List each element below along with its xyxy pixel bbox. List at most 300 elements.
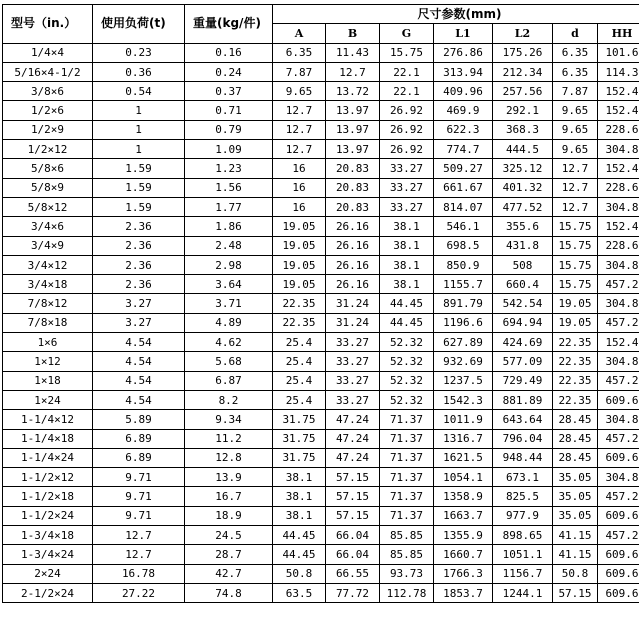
- cell-load: 4.54: [93, 371, 185, 390]
- cell-b: 57.15: [326, 506, 380, 525]
- table-row: [3, 390, 639, 409]
- cell-l2: 368.3: [493, 120, 553, 139]
- cell-d: 22.35: [553, 371, 598, 390]
- cell-d: 19.05: [553, 313, 598, 332]
- cell-g: 85.85: [380, 526, 434, 545]
- cell-weight: 1.23: [185, 159, 273, 178]
- cell-l2: 257.56: [493, 82, 553, 101]
- cell-g: 71.37: [380, 506, 434, 525]
- cell-a: 31.75: [273, 448, 326, 467]
- cell-load: 4.54: [93, 352, 185, 371]
- cell-d: 22.35: [553, 333, 598, 352]
- cell-load: 2.36: [93, 275, 185, 294]
- cell-weight: 2.48: [185, 236, 273, 255]
- cell-model: 1×6: [3, 333, 93, 352]
- cell-hh: 609.6: [598, 583, 639, 602]
- cell-a: 7.87: [273, 62, 326, 81]
- cell-load: 0.23: [93, 43, 185, 62]
- cell-b: 33.27: [326, 333, 380, 352]
- cell-weight: 2.98: [185, 255, 273, 274]
- cell-g: 33.27: [380, 197, 434, 216]
- cell-load: 9.71: [93, 487, 185, 506]
- cell-load: 1: [93, 120, 185, 139]
- cell-weight: 18.9: [185, 506, 273, 525]
- cell-a: 12.7: [273, 140, 326, 159]
- cell-model: 1-1/2×18: [3, 487, 93, 506]
- cell-l1: 313.94: [434, 62, 493, 81]
- cell-l2: 825.5: [493, 487, 553, 506]
- table-row: [3, 197, 639, 216]
- cell-hh: 457.2: [598, 429, 639, 448]
- cell-l2: 292.1: [493, 101, 553, 120]
- cell-model: 1/2×12: [3, 140, 93, 159]
- cell-l2: 881.89: [493, 390, 553, 409]
- cell-weight: 0.24: [185, 62, 273, 81]
- cell-hh: 457.2: [598, 487, 639, 506]
- cell-l1: 1663.7: [434, 506, 493, 525]
- cell-a: 22.35: [273, 313, 326, 332]
- cell-load: 5.89: [93, 410, 185, 429]
- cell-hh: 228.6: [598, 120, 639, 139]
- header-col-g: G: [380, 24, 434, 43]
- cell-g: 52.32: [380, 333, 434, 352]
- spec-table-container: [2, 4, 639, 603]
- cell-l1: 1853.7: [434, 583, 493, 602]
- cell-d: 15.75: [553, 236, 598, 255]
- cell-weight: 42.7: [185, 564, 273, 583]
- cell-l1: 891.79: [434, 294, 493, 313]
- cell-a: 22.35: [273, 294, 326, 313]
- cell-l1: 661.67: [434, 178, 493, 197]
- cell-b: 33.27: [326, 390, 380, 409]
- cell-weight: 12.8: [185, 448, 273, 467]
- cell-weight: 1.56: [185, 178, 273, 197]
- cell-l2: 175.26: [493, 43, 553, 62]
- cell-l1: 1542.3: [434, 390, 493, 409]
- cell-b: 26.16: [326, 217, 380, 236]
- table-row: [3, 448, 639, 467]
- cell-model: 1-3/4×24: [3, 545, 93, 564]
- cell-l1: 1621.5: [434, 448, 493, 467]
- cell-b: 31.24: [326, 294, 380, 313]
- cell-weight: 16.7: [185, 487, 273, 506]
- cell-model: 1-1/4×24: [3, 448, 93, 467]
- cell-l1: 1011.9: [434, 410, 493, 429]
- cell-b: 11.43: [326, 43, 380, 62]
- cell-b: 12.7: [326, 62, 380, 81]
- cell-b: 20.83: [326, 178, 380, 197]
- cell-weight: 6.87: [185, 371, 273, 390]
- cell-l2: 355.6: [493, 217, 553, 236]
- cell-hh: 609.6: [598, 564, 639, 583]
- cell-load: 1: [93, 101, 185, 120]
- cell-b: 13.97: [326, 140, 380, 159]
- cell-l1: 698.5: [434, 236, 493, 255]
- cell-l1: 1660.7: [434, 545, 493, 564]
- cell-model: 5/16×4-1/2: [3, 62, 93, 81]
- cell-l1: 850.9: [434, 255, 493, 274]
- cell-a: 38.1: [273, 506, 326, 525]
- cell-g: 112.78: [380, 583, 434, 602]
- table-row: [3, 583, 639, 602]
- cell-l2: 660.4: [493, 275, 553, 294]
- cell-g: 52.32: [380, 390, 434, 409]
- spec-table: [2, 4, 639, 603]
- cell-l2: 444.5: [493, 140, 553, 159]
- cell-model: 5/8×9: [3, 178, 93, 197]
- cell-l2: 729.49: [493, 371, 553, 390]
- table-body: [3, 43, 639, 603]
- cell-hh: 609.6: [598, 390, 639, 409]
- cell-weight: 3.64: [185, 275, 273, 294]
- cell-model: 5/8×12: [3, 197, 93, 216]
- cell-l1: 1054.1: [434, 468, 493, 487]
- cell-a: 12.7: [273, 120, 326, 139]
- cell-weight: 0.71: [185, 101, 273, 120]
- cell-d: 9.65: [553, 101, 598, 120]
- cell-l2: 577.09: [493, 352, 553, 371]
- cell-hh: 152.4: [598, 217, 639, 236]
- table-row: [3, 333, 639, 352]
- cell-load: 3.27: [93, 313, 185, 332]
- cell-l1: 627.89: [434, 333, 493, 352]
- cell-b: 33.27: [326, 371, 380, 390]
- cell-a: 31.75: [273, 410, 326, 429]
- cell-a: 19.05: [273, 275, 326, 294]
- header-weight: 重量(kg/件): [185, 5, 273, 44]
- cell-model: 3/4×6: [3, 217, 93, 236]
- header-row-1: [3, 5, 639, 24]
- cell-hh: 304.8: [598, 352, 639, 371]
- cell-weight: 9.34: [185, 410, 273, 429]
- cell-weight: 4.62: [185, 333, 273, 352]
- cell-hh: 304.8: [598, 255, 639, 274]
- cell-hh: 609.6: [598, 506, 639, 525]
- cell-weight: 11.2: [185, 429, 273, 448]
- table-row: [3, 62, 639, 81]
- cell-g: 22.1: [380, 62, 434, 81]
- table-row: [3, 294, 639, 313]
- header-dimensions: 尺寸参数(mm): [273, 5, 639, 24]
- cell-b: 20.83: [326, 159, 380, 178]
- cell-l2: 508: [493, 255, 553, 274]
- cell-hh: 114.3: [598, 62, 639, 81]
- cell-weight: 0.79: [185, 120, 273, 139]
- cell-model: 7/8×18: [3, 313, 93, 332]
- cell-model: 3/4×18: [3, 275, 93, 294]
- cell-weight: 8.2: [185, 390, 273, 409]
- cell-load: 2.36: [93, 255, 185, 274]
- table-row: [3, 101, 639, 120]
- cell-l2: 673.1: [493, 468, 553, 487]
- cell-g: 52.32: [380, 371, 434, 390]
- table-row: [3, 352, 639, 371]
- cell-a: 19.05: [273, 236, 326, 255]
- cell-model: 3/4×12: [3, 255, 93, 274]
- table-row: [3, 255, 639, 274]
- table-row: [3, 487, 639, 506]
- cell-load: 9.71: [93, 506, 185, 525]
- cell-l2: 542.54: [493, 294, 553, 313]
- cell-l1: 509.27: [434, 159, 493, 178]
- cell-l1: 1766.3: [434, 564, 493, 583]
- cell-d: 50.8: [553, 564, 598, 583]
- cell-model: 1×12: [3, 352, 93, 371]
- cell-load: 9.71: [93, 468, 185, 487]
- cell-l2: 948.44: [493, 448, 553, 467]
- cell-l1: 1155.7: [434, 275, 493, 294]
- table-row: [3, 217, 639, 236]
- cell-d: 12.7: [553, 159, 598, 178]
- cell-a: 38.1: [273, 487, 326, 506]
- cell-hh: 609.6: [598, 545, 639, 564]
- cell-g: 26.92: [380, 140, 434, 159]
- cell-a: 25.4: [273, 352, 326, 371]
- cell-weight: 1.77: [185, 197, 273, 216]
- cell-b: 26.16: [326, 255, 380, 274]
- table-header: [3, 5, 639, 44]
- cell-load: 12.7: [93, 526, 185, 545]
- cell-hh: 228.6: [598, 236, 639, 255]
- cell-hh: 304.8: [598, 197, 639, 216]
- cell-l1: 409.96: [434, 82, 493, 101]
- cell-l2: 643.64: [493, 410, 553, 429]
- cell-g: 44.45: [380, 313, 434, 332]
- cell-d: 12.7: [553, 178, 598, 197]
- cell-load: 2.36: [93, 217, 185, 236]
- cell-hh: 457.2: [598, 275, 639, 294]
- cell-g: 38.1: [380, 255, 434, 274]
- cell-l2: 694.94: [493, 313, 553, 332]
- cell-g: 26.92: [380, 101, 434, 120]
- cell-model: 5/8×6: [3, 159, 93, 178]
- cell-model: 3/8×6: [3, 82, 93, 101]
- cell-hh: 152.4: [598, 159, 639, 178]
- cell-d: 28.45: [553, 410, 598, 429]
- header-col-l2: L2: [493, 24, 553, 43]
- cell-l1: 1196.6: [434, 313, 493, 332]
- cell-hh: 152.4: [598, 101, 639, 120]
- cell-d: 15.75: [553, 275, 598, 294]
- cell-l2: 1156.7: [493, 564, 553, 583]
- cell-l1: 622.3: [434, 120, 493, 139]
- cell-l2: 477.52: [493, 197, 553, 216]
- cell-a: 16: [273, 197, 326, 216]
- cell-g: 38.1: [380, 236, 434, 255]
- cell-weight: 24.5: [185, 526, 273, 545]
- cell-model: 1/4×4: [3, 43, 93, 62]
- cell-load: 0.36: [93, 62, 185, 81]
- cell-load: 12.7: [93, 545, 185, 564]
- cell-weight: 1.09: [185, 140, 273, 159]
- cell-load: 0.54: [93, 82, 185, 101]
- cell-g: 71.37: [380, 429, 434, 448]
- cell-a: 19.05: [273, 255, 326, 274]
- cell-weight: 28.7: [185, 545, 273, 564]
- cell-hh: 457.2: [598, 371, 639, 390]
- cell-b: 47.24: [326, 410, 380, 429]
- header-col-d: d: [553, 24, 598, 43]
- cell-weight: 5.68: [185, 352, 273, 371]
- cell-load: 6.89: [93, 448, 185, 467]
- cell-b: 66.55: [326, 564, 380, 583]
- cell-d: 35.05: [553, 468, 598, 487]
- cell-d: 6.35: [553, 62, 598, 81]
- cell-g: 71.37: [380, 410, 434, 429]
- table-row: [3, 120, 639, 139]
- table-row: [3, 429, 639, 448]
- cell-l2: 1051.1: [493, 545, 553, 564]
- cell-l2: 401.32: [493, 178, 553, 197]
- cell-b: 57.15: [326, 468, 380, 487]
- cell-g: 33.27: [380, 159, 434, 178]
- cell-model: 1×24: [3, 390, 93, 409]
- cell-b: 31.24: [326, 313, 380, 332]
- cell-b: 33.27: [326, 352, 380, 371]
- cell-hh: 304.8: [598, 468, 639, 487]
- cell-d: 41.15: [553, 526, 598, 545]
- cell-d: 6.35: [553, 43, 598, 62]
- cell-l2: 796.04: [493, 429, 553, 448]
- cell-a: 25.4: [273, 333, 326, 352]
- cell-hh: 457.2: [598, 526, 639, 545]
- cell-l2: 977.9: [493, 506, 553, 525]
- cell-a: 16: [273, 178, 326, 197]
- cell-load: 3.27: [93, 294, 185, 313]
- table-row: [3, 506, 639, 525]
- cell-g: 22.1: [380, 82, 434, 101]
- cell-weight: 0.37: [185, 82, 273, 101]
- cell-model: 1×18: [3, 371, 93, 390]
- cell-load: 16.78: [93, 564, 185, 583]
- cell-l1: 276.86: [434, 43, 493, 62]
- table-row: [3, 371, 639, 390]
- cell-d: 15.75: [553, 217, 598, 236]
- cell-hh: 101.6: [598, 43, 639, 62]
- cell-hh: 304.8: [598, 410, 639, 429]
- cell-hh: 152.4: [598, 82, 639, 101]
- cell-l2: 898.65: [493, 526, 553, 545]
- cell-weight: 74.8: [185, 583, 273, 602]
- cell-b: 20.83: [326, 197, 380, 216]
- cell-load: 1: [93, 140, 185, 159]
- cell-a: 50.8: [273, 564, 326, 583]
- cell-d: 22.35: [553, 390, 598, 409]
- cell-a: 12.7: [273, 101, 326, 120]
- cell-model: 1-1/2×12: [3, 468, 93, 487]
- cell-a: 31.75: [273, 429, 326, 448]
- cell-load: 2.36: [93, 236, 185, 255]
- table-row: [3, 526, 639, 545]
- cell-hh: 457.2: [598, 313, 639, 332]
- header-model: 型号（in.）: [3, 5, 93, 44]
- table-row: [3, 140, 639, 159]
- cell-hh: 304.8: [598, 140, 639, 159]
- cell-model: 1-1/4×12: [3, 410, 93, 429]
- cell-load: 4.54: [93, 390, 185, 409]
- cell-d: 12.7: [553, 197, 598, 216]
- cell-a: 16: [273, 159, 326, 178]
- table-row: [3, 410, 639, 429]
- cell-weight: 3.71: [185, 294, 273, 313]
- cell-d: 19.05: [553, 294, 598, 313]
- cell-l2: 325.12: [493, 159, 553, 178]
- cell-d: 41.15: [553, 545, 598, 564]
- cell-d: 22.35: [553, 352, 598, 371]
- cell-b: 66.04: [326, 545, 380, 564]
- cell-g: 93.73: [380, 564, 434, 583]
- table-row: [3, 275, 639, 294]
- cell-g: 15.75: [380, 43, 434, 62]
- cell-weight: 0.16: [185, 43, 273, 62]
- cell-a: 25.4: [273, 390, 326, 409]
- cell-model: 2×24: [3, 564, 93, 583]
- cell-g: 71.37: [380, 448, 434, 467]
- cell-b: 13.97: [326, 120, 380, 139]
- table-row: [3, 43, 639, 62]
- cell-l1: 814.07: [434, 197, 493, 216]
- cell-weight: 13.9: [185, 468, 273, 487]
- table-row: [3, 178, 639, 197]
- cell-d: 28.45: [553, 448, 598, 467]
- cell-model: 7/8×12: [3, 294, 93, 313]
- cell-hh: 609.6: [598, 448, 639, 467]
- cell-g: 26.92: [380, 120, 434, 139]
- cell-d: 35.05: [553, 487, 598, 506]
- cell-b: 77.72: [326, 583, 380, 602]
- table-row: [3, 159, 639, 178]
- cell-load: 6.89: [93, 429, 185, 448]
- cell-load: 1.59: [93, 197, 185, 216]
- cell-g: 71.37: [380, 487, 434, 506]
- header-col-b: B: [326, 24, 380, 43]
- cell-g: 44.45: [380, 294, 434, 313]
- cell-l1: 932.69: [434, 352, 493, 371]
- cell-a: 25.4: [273, 371, 326, 390]
- cell-weight: 1.86: [185, 217, 273, 236]
- cell-l2: 431.8: [493, 236, 553, 255]
- cell-b: 26.16: [326, 275, 380, 294]
- cell-d: 28.45: [553, 429, 598, 448]
- cell-l2: 1244.1: [493, 583, 553, 602]
- cell-l1: 1355.9: [434, 526, 493, 545]
- cell-d: 9.65: [553, 140, 598, 159]
- cell-model: 1/2×9: [3, 120, 93, 139]
- table-row: [3, 564, 639, 583]
- cell-g: 71.37: [380, 468, 434, 487]
- cell-d: 35.05: [553, 506, 598, 525]
- cell-model: 3/4×9: [3, 236, 93, 255]
- cell-hh: 228.6: [598, 178, 639, 197]
- table-row: [3, 236, 639, 255]
- cell-a: 19.05: [273, 217, 326, 236]
- cell-b: 47.24: [326, 429, 380, 448]
- table-row: [3, 545, 639, 564]
- table-row: [3, 313, 639, 332]
- cell-b: 26.16: [326, 236, 380, 255]
- cell-b: 57.15: [326, 487, 380, 506]
- cell-model: 1-1/2×24: [3, 506, 93, 525]
- cell-b: 13.72: [326, 82, 380, 101]
- cell-g: 33.27: [380, 178, 434, 197]
- cell-model: 1-3/4×18: [3, 526, 93, 545]
- cell-l2: 212.34: [493, 62, 553, 81]
- cell-hh: 304.8: [598, 294, 639, 313]
- cell-g: 38.1: [380, 275, 434, 294]
- header-col-l1: L1: [434, 24, 493, 43]
- cell-g: 52.32: [380, 352, 434, 371]
- cell-model: 1-1/4×18: [3, 429, 93, 448]
